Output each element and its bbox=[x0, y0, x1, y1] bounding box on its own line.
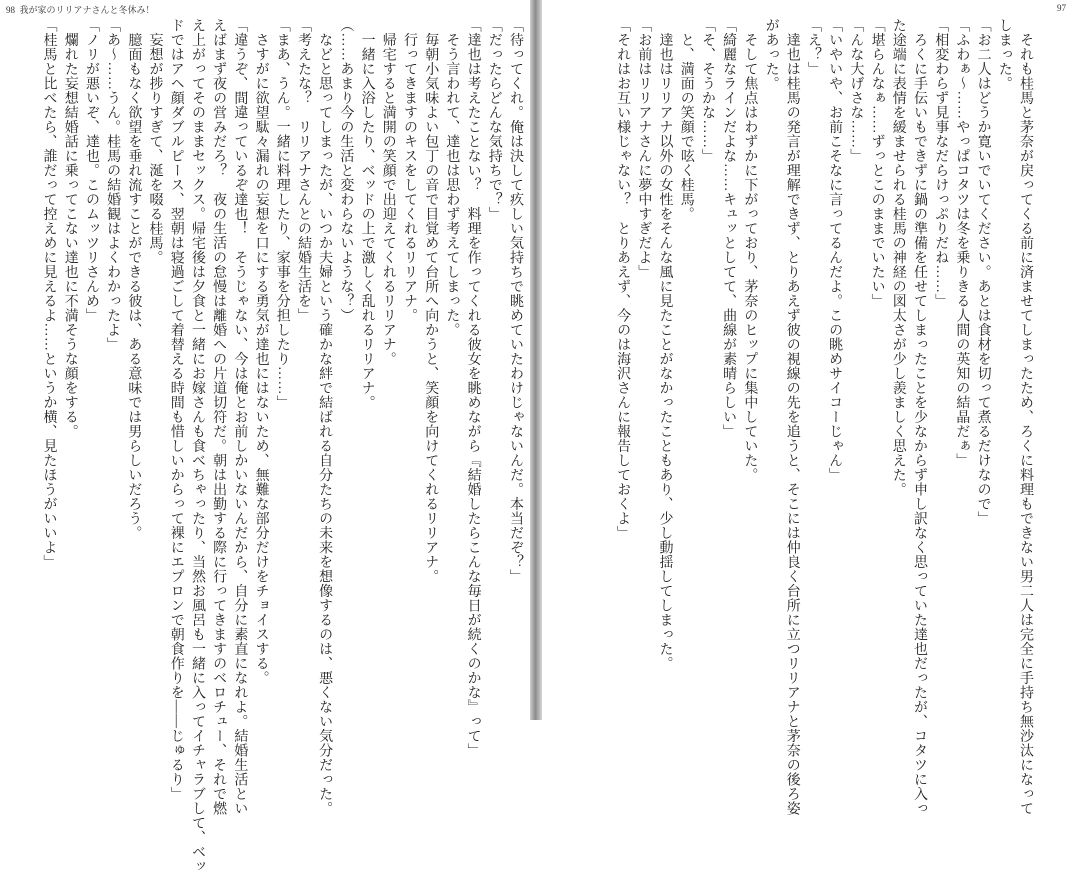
text-line: があった。 bbox=[763, 18, 779, 91]
text-line: 「堪らんなぁ……ずっとこのままでいたい」 bbox=[869, 18, 885, 308]
text-line: 「綺麗なラインだよな……キュッとしてて、曲線が素晴らしい」 bbox=[721, 18, 737, 439]
text-line: 「あ～……うん。桂馬の結婚観はよくわかったよ」 bbox=[105, 18, 121, 352]
text-line: ドではアヘ顔ダブルピース、翌朝は寝過ごして着替える時間も惜しいからって裸にエプロンで朝食作りを――じゅるり」 bbox=[168, 18, 184, 801]
text-line: 妄想が捗りすぎて、涎を啜る桂馬。 bbox=[147, 18, 163, 265]
left-page-text bbox=[38, 18, 526, 874]
text-line: しまった。 bbox=[996, 18, 1012, 91]
text-line: 達也は桂馬の発言が理解できず、とりあえず彼の視線の先を追うと、そこには仲良く台所に立つリリアナと茅奈の後ろ姿 bbox=[784, 18, 800, 816]
text-line: 達也はリリアナ以外の女性をそんな風に見たことがなかったこともあり、少し動揺してしまった。 bbox=[657, 18, 673, 671]
text-line: 「ふわぁ～……やっぱコタツは冬を乗りきる人間の英知の結晶だぁ」 bbox=[954, 18, 970, 468]
text-line: た途端に表情を緩ませられる桂馬の神経の図太さが少し羨ましく思えた。 bbox=[890, 18, 906, 497]
text-line: 「ノリが悪いぞ、達也。このムッツリさんめ」 bbox=[83, 18, 99, 323]
text-line: などと思ってしまったが、いつか夫婦という確かな絆で結ばれる自分たちの未来を想像するのは、悪くない気分だった。 bbox=[317, 18, 333, 816]
text-line: 「達也は考えたことない？ 料理を作ってくれる彼女を眺めながら『結婚したらこんな毎日が続くのかな』って」 bbox=[465, 18, 481, 758]
text-line: ろくに手伝いもできずに鍋の準備を任せてしまったことを少なからず申し訳なく思っていた達也だったが、コタツに入っ bbox=[911, 18, 927, 816]
text-line: 「桂馬と比べたら、誰だって控えめに見えるよ……というか横、見たほうがいいよ」 bbox=[41, 18, 57, 569]
text-line: さすがに欲望駄々漏れの妄想を口にする勇気が達也にはないため、無難な部分だけをチョイスする。 bbox=[253, 18, 269, 685]
text-line: 「え？」 bbox=[805, 18, 821, 76]
text-line: 「そ、そうかな……」 bbox=[699, 18, 715, 163]
page-number: 97 bbox=[1057, 3, 1066, 13]
right-page-header bbox=[1057, 3, 1066, 13]
book-gutter bbox=[530, 0, 542, 720]
text-line: え上がってそのままセックス。帰宅後は夕食と一緒にお嫁さんも食べちゃったり、当然お風呂も一緒に入ってイチャラブして、ベッ bbox=[189, 18, 205, 874]
text-line: 「違うぞ、間違っているぞ達也！ そうじゃない、今は俺とお前しかいないんだから、自分に素直になれよ。結婚生活とい bbox=[232, 18, 248, 816]
text-line: 爛れた妄想結婚話に乗ってこない達也に不満そうな顔をする。 bbox=[62, 18, 78, 439]
text-line: 「待ってくれ。俺は決して疚しい気持ちで眺めていたわけじゃないんだ。本当だぞ？」 bbox=[508, 18, 523, 584]
text-line: 「んな大げさな……」 bbox=[848, 18, 864, 163]
text-line: と、満面の笑顔で呟く桂馬。 bbox=[678, 18, 694, 221]
text-line: 一緒に入浴したり、ベッドの上で激しく乱れるリリアナ。 bbox=[359, 18, 375, 410]
text-line: 「お二人はどうか寛いでいてください。あとは食材を切って煮るだけなので」 bbox=[975, 18, 991, 526]
text-line: 行ってきますのキスをしてくれるリリアナ。 bbox=[401, 18, 417, 323]
text-line: 「考えたな？ リリアナさんとの結婚生活を」 bbox=[295, 18, 311, 323]
text-line: 「いやいや、お前こそなに言ってるんだよ。この眺めサイコーじゃん」 bbox=[827, 18, 843, 482]
text-line: 帰宅すると満開の笑顔で出迎えてくれるリリアナ。 bbox=[380, 18, 396, 366]
text-line: 「それはお互い様じゃない？ とりあえず、今のは海沢さんに報告しておくよ」 bbox=[615, 18, 631, 540]
text-line: 「相変わらず見事なだらけっぷりだね……」 bbox=[933, 18, 949, 308]
page-number: 98 bbox=[6, 5, 15, 15]
running-title: 我が家のリリアナさんと冬休み！ bbox=[19, 5, 155, 15]
text-line: 「だったらどんな気持ちで？」 bbox=[486, 18, 502, 221]
text-line: 「まあ、うん。一緒に料理したり、家事を分担したり……」 bbox=[274, 18, 290, 410]
left-page bbox=[0, 0, 530, 874]
text-line: 毎朝小気味よい包丁の音で目覚めて台所へ向かうと、笑顔を向けてくれるリリアナ。 bbox=[423, 18, 439, 584]
right-page-text bbox=[612, 18, 1036, 816]
text-line: 臆面もなく欲望を垂れ流すことができる彼は、ある意味では男らしいだろう。 bbox=[126, 18, 142, 540]
text-line: （……あまり今の生活と変わらないような？） bbox=[338, 18, 354, 323]
text-line: そして焦点はわずかに下がっており、茅奈のヒップに集中していた。 bbox=[742, 18, 758, 482]
text-line: それも桂馬と茅奈が戻ってくる前に済ませてしまったため、ろくに料理もできない男二人は完全に手持ち無沙汰になって bbox=[1018, 18, 1033, 816]
right-page bbox=[542, 0, 1080, 816]
text-line: えばまず夜の営みだろ？ 夜の生活の怠慢は離婚への片道切符だ。朝は出勤する際に行ってきますのベロチュー、それで燃 bbox=[211, 18, 227, 816]
text-line: 「お前はリリアナさんに夢中すぎだよ」 bbox=[636, 18, 652, 279]
left-page-header bbox=[6, 3, 155, 16]
text-line: そう言われて、達也は思わず考えてしまった。 bbox=[444, 18, 460, 337]
